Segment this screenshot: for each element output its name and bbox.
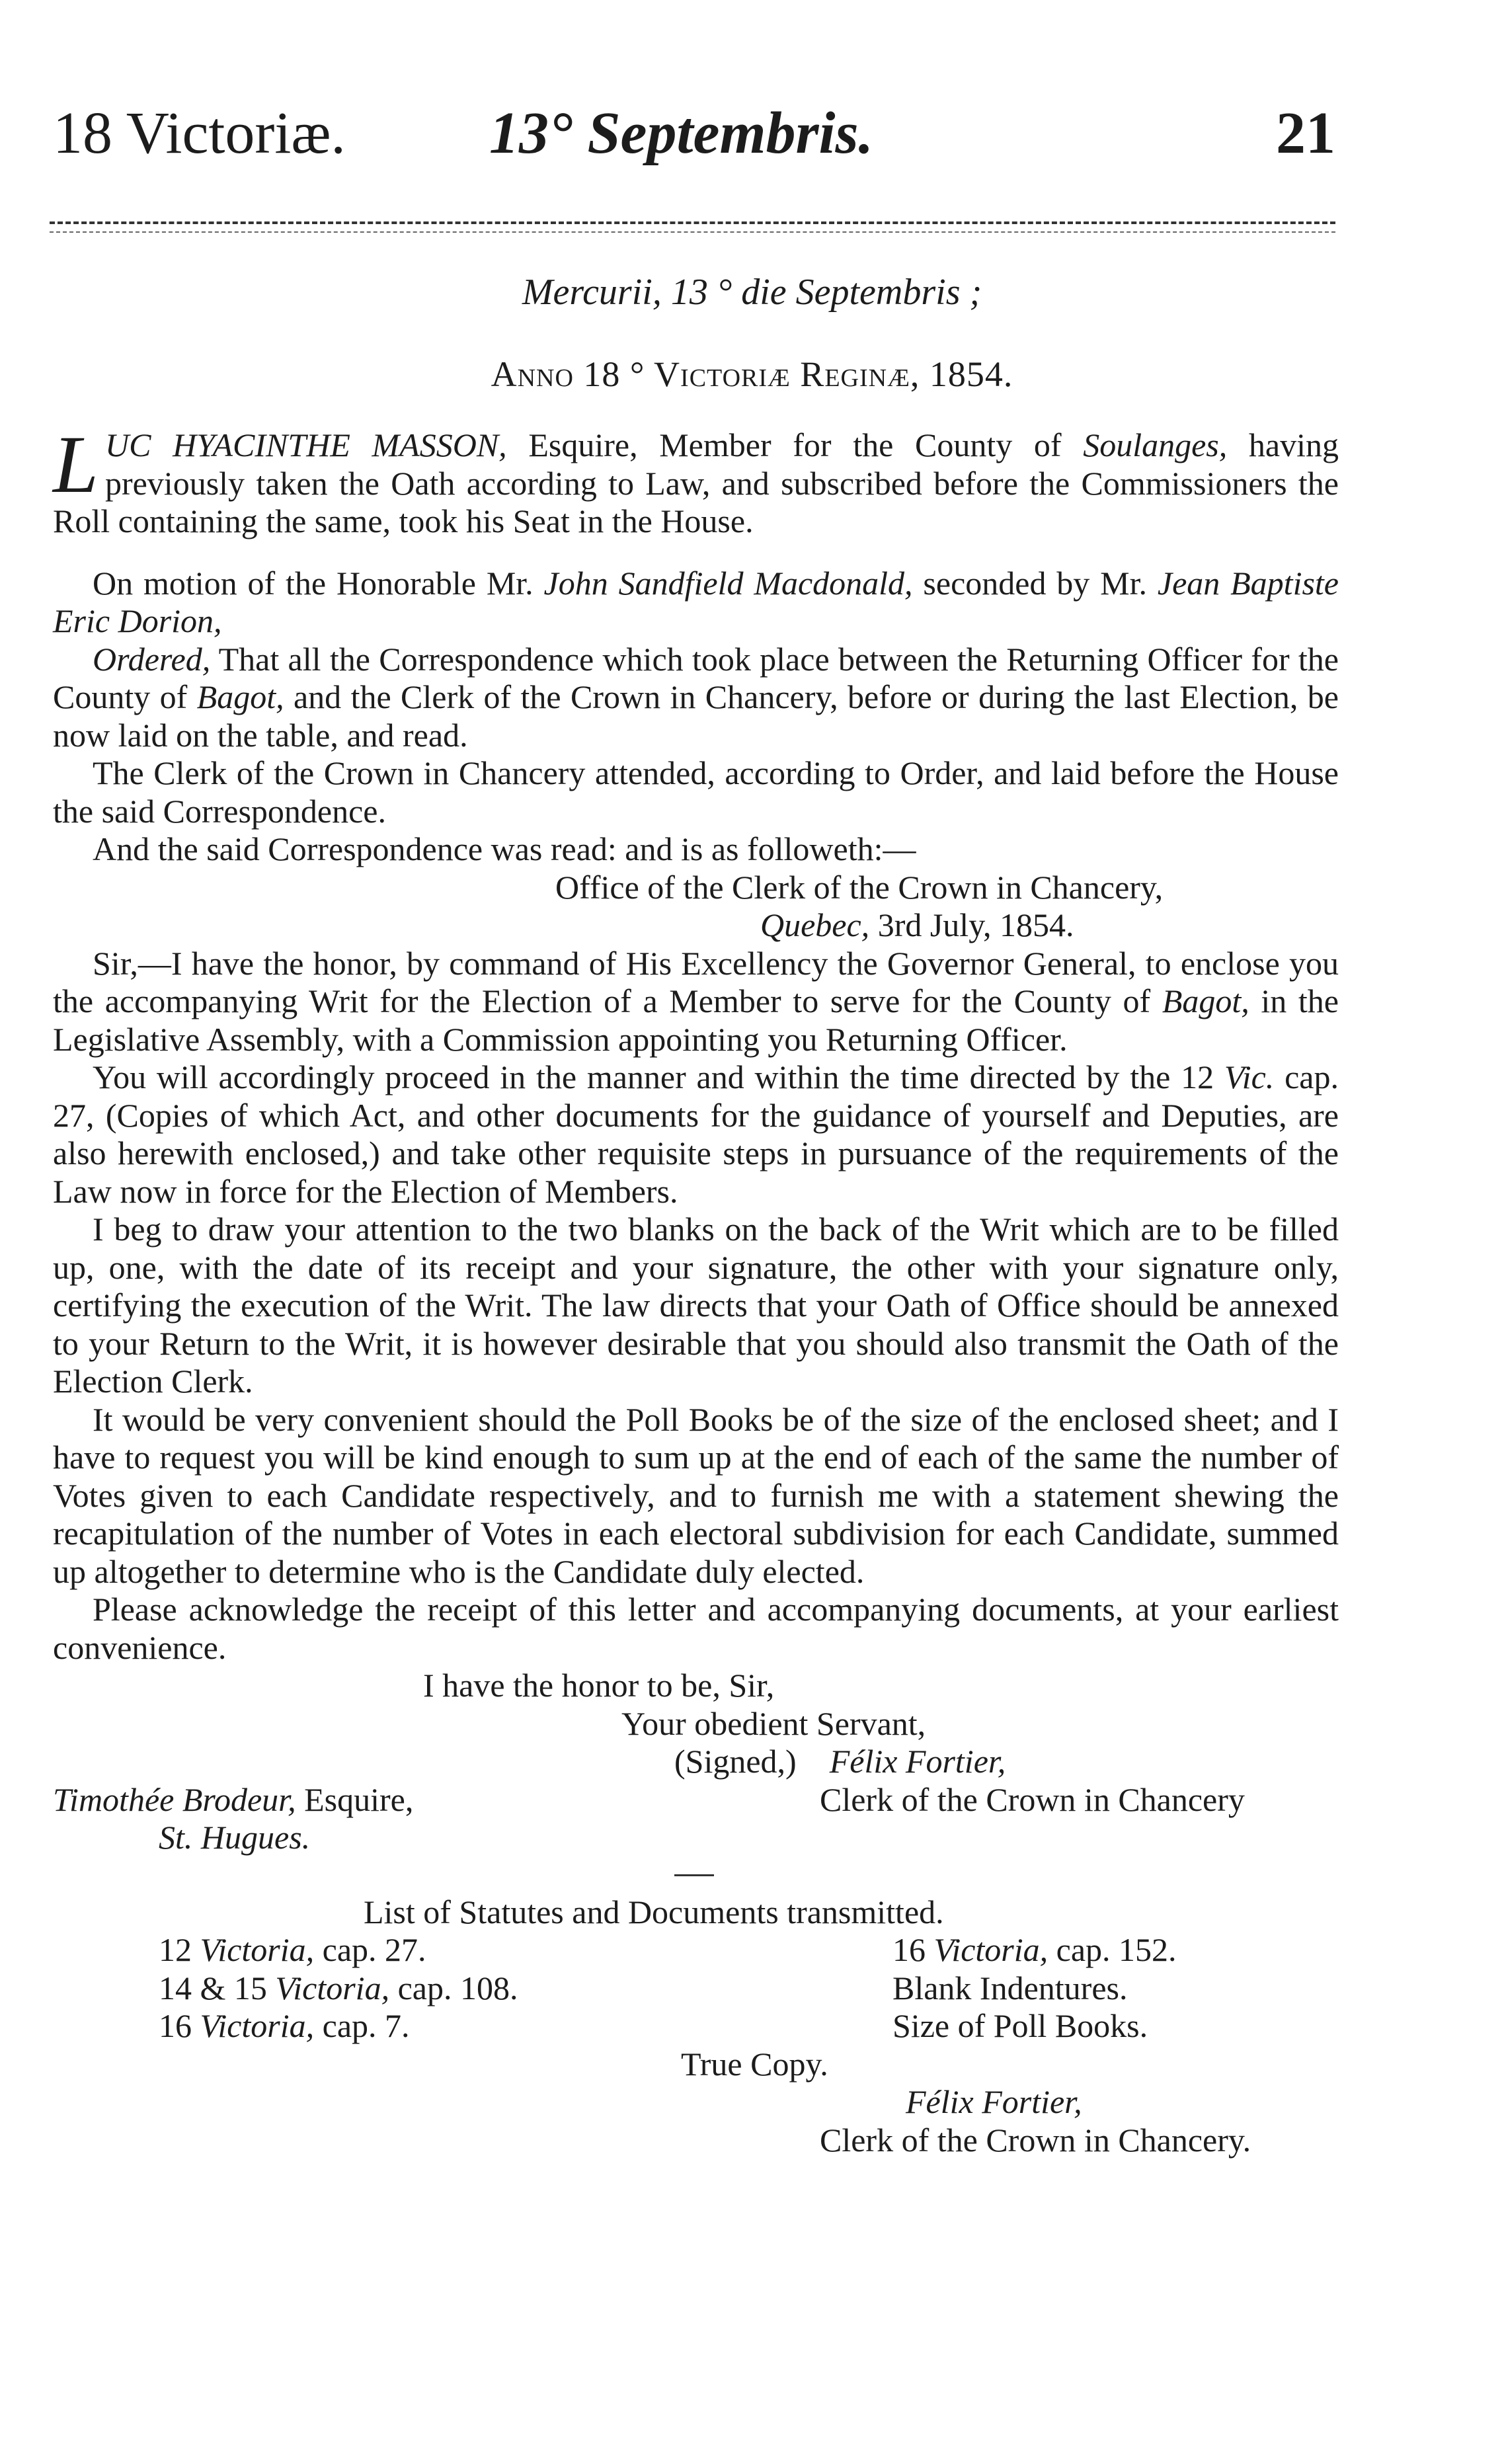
text-run: cap. 7. bbox=[314, 2007, 410, 2044]
text-run: Victoria, bbox=[200, 2007, 315, 2044]
statute-abbrev: Vic. bbox=[1224, 1058, 1275, 1095]
final-title: Clerk of the Crown in Chancery. bbox=[820, 2121, 1251, 2159]
header-rule bbox=[50, 221, 1335, 224]
paragraph-ordered bbox=[53, 641, 1339, 755]
letter-place-date bbox=[53, 906, 1339, 945]
member-name: UC HYACINTHE MASSON, bbox=[104, 426, 507, 463]
letter-paragraph-4: It would be very convenient should the Poll Books be of the size of the enclosed sheet; and I have to request you will be kind enough to sum up at the end of each of the same the number of Votes given to each Candidate respectively, and to furnish me with a statement shewing the recapitulation of the number of Votes in each electoral subdivision for each Candidate, summed up altogether to determine who is the Candidate duly elected. bbox=[53, 1400, 1339, 1590]
drop-cap: L bbox=[53, 419, 99, 510]
list-item bbox=[159, 2007, 410, 2046]
list-item bbox=[159, 1931, 426, 1969]
text-run: cap. 27. bbox=[314, 1931, 426, 1968]
addressee-row bbox=[53, 1781, 1339, 1819]
page-number: 21 bbox=[1276, 100, 1335, 166]
signed-note: (Signed,) bbox=[674, 1743, 797, 1780]
addressee-place-text: St. Hugues. bbox=[159, 1819, 311, 1856]
letter-place: Quebec, bbox=[760, 906, 870, 943]
signer-title: Clerk of the Crown in Chancery bbox=[820, 1780, 1245, 1818]
letter-signature bbox=[53, 1743, 1339, 1781]
text-run: cap. 27, (Copies of which Act, and other documents for the guidance of yourself and Deputies, are also herewith enclosed,) and take other requisite steps in pursuance of the requirements of the Law now in force for the Election of Members. bbox=[53, 1058, 1339, 1210]
ordered-word: Ordered, bbox=[93, 640, 211, 678]
letter-date: 3rd July, 1854. bbox=[869, 906, 1074, 943]
text-run: 16 bbox=[159, 2007, 200, 2044]
paragraph-read-intro: And the said Correspondence was read: and is as followeth:— bbox=[93, 830, 916, 867]
text-run: Victoria, bbox=[933, 1931, 1049, 1968]
text-run: On motion of the Honorable Mr. bbox=[93, 564, 544, 602]
section-dash bbox=[674, 1874, 714, 1876]
letter-closing-1: I have the honor to be, Sir, bbox=[423, 1667, 775, 1704]
text-run: Victoria, bbox=[200, 1931, 315, 1968]
letter-paragraph-2 bbox=[53, 1058, 1339, 1211]
text-run: That all the Correspondence which took place between the Returning Officer for the County of bbox=[53, 640, 1339, 715]
final-signer-name: Félix Fortier, bbox=[906, 2083, 1082, 2120]
mover-name: John Sandfield Macdonald, bbox=[543, 564, 913, 602]
running-header bbox=[53, 99, 1335, 192]
list-item bbox=[159, 1969, 518, 2008]
text-run: Size of Poll Books. bbox=[892, 2007, 1148, 2044]
list-row bbox=[53, 2007, 1339, 2046]
addressee-place bbox=[53, 1819, 1339, 1857]
seconder-name: Jean Baptiste Eric Dorion, bbox=[53, 564, 1339, 639]
letter-office: Office of the Clerk of the Crown in Chancery, bbox=[555, 868, 1164, 906]
spacer bbox=[53, 541, 1339, 565]
addressee-title: Esquire, bbox=[296, 1780, 414, 1818]
text-run: seconded by Mr. bbox=[912, 564, 1158, 602]
letter-paragraph-5: Please acknowledge the receipt of this letter and accompanying documents, at your earliest convenience. bbox=[53, 1591, 1339, 1666]
list-row bbox=[53, 1931, 1339, 1969]
header-rule-lower bbox=[50, 231, 1335, 233]
list-item bbox=[892, 2007, 1148, 2046]
addressee-name: Timothée Brodeur, bbox=[53, 1780, 296, 1818]
text-run: Victoria, bbox=[275, 1969, 390, 2007]
list-heading: List of Statutes and Documents transmitted. bbox=[364, 1893, 944, 1930]
text-run: and the Clerk of the Crown in Chancery, before or during the last Election, be now laid on the table, and read. bbox=[53, 678, 1339, 754]
text-run: 14 & 15 bbox=[159, 1969, 276, 2007]
letter-closing-2: Your obedient Servant, bbox=[621, 1704, 926, 1742]
signer-name: Félix Fortier, bbox=[829, 1743, 1006, 1780]
text-run: cap. 152. bbox=[1048, 1931, 1177, 1968]
county-name: Bagot, bbox=[196, 678, 284, 715]
text-run: Sir,—I have the honor, by command of His Excellency the Governor General, to enclose you the accompanying Writ for the Election of a Member to serve for the County of bbox=[53, 944, 1339, 1019]
addressee bbox=[53, 1781, 413, 1819]
list-item bbox=[892, 1931, 1177, 1969]
true-copy: True Copy. bbox=[681, 2045, 828, 2083]
letter-paragraph-3: I beg to draw your attention to the two blanks on the back of the Writ which are to be filled up, one, with the date of its receipt and your signature, the other with your signature only, certifying the execution of the Writ. The law directs that your Oath of Office should be annexed to your Return to the Writ, it is however desirable that you should also transmit the Oath of the Election Clerk. bbox=[53, 1211, 1339, 1400]
regnal-line: Anno 18 ° Victoriæ Reginæ, 1854. bbox=[491, 354, 1013, 394]
county-name: Bagot, bbox=[1162, 982, 1249, 1019]
text-run: in the Legislative Assembly, with a Commission appointing you Returning Officer. bbox=[53, 982, 1339, 1058]
paragraph-masson bbox=[53, 419, 1339, 541]
text-run: cap. 108. bbox=[389, 1969, 518, 2007]
text-run: 16 bbox=[892, 1931, 934, 1968]
text-run: 12 bbox=[159, 1931, 200, 1968]
journal-body bbox=[53, 419, 1339, 2159]
paragraph-motion bbox=[53, 565, 1339, 641]
letter-paragraph-1 bbox=[53, 945, 1339, 1059]
text-run: You will accordingly proceed in the manner and within the time directed by the 12 bbox=[93, 1058, 1224, 1095]
final-signer bbox=[53, 2083, 1339, 2122]
dateline: Mercurii, 13 ° die Septembris ; bbox=[522, 272, 982, 313]
list-row bbox=[53, 1969, 1339, 2008]
header-date: 13° Septembris. bbox=[489, 100, 874, 166]
text-run: Esquire, Member for the County of bbox=[506, 426, 1084, 463]
list-item bbox=[892, 1969, 1127, 2008]
county-name: Soulanges, bbox=[1083, 426, 1228, 463]
text-run: Blank Indentures. bbox=[892, 1969, 1128, 2007]
header-regnal-year: 18 Victoriæ. bbox=[53, 100, 346, 166]
paragraph-clerk-attended: The Clerk of the Crown in Chancery attended, according to Order, and laid before the House the said Correspondence. bbox=[53, 754, 1339, 830]
text-run: having previously taken the Oath according to Law, and subscribed before the Commissioners the Roll containing the same, took his Seat in the House. bbox=[53, 426, 1339, 539]
